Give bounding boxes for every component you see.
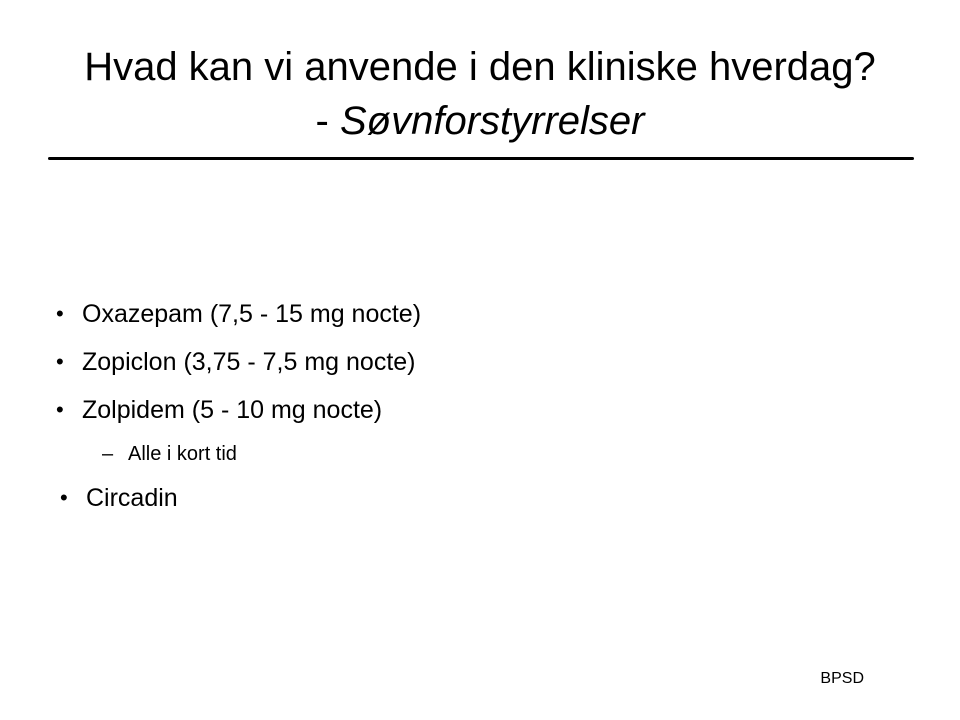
sub-bullet-text: Alle i kort tid <box>128 443 237 465</box>
title-subtitle: Søvnforstyrrelser <box>339 99 645 143</box>
dash-icon: – <box>102 443 114 465</box>
bullet-icon: • <box>56 301 64 326</box>
bullet-item-oxazepam <box>56 290 856 338</box>
title-line-1: Hvad kan vi anvende i den kliniske hverdag? <box>84 45 876 89</box>
bullet-item-zopiclon <box>56 338 856 386</box>
bullet-item-circadin <box>60 474 856 522</box>
bullet-text: Zopiclon (3,75 - 7,5 mg nocte) <box>82 348 416 376</box>
footer-tag: BPSD <box>820 670 864 687</box>
sub-bullet-item <box>56 434 856 474</box>
bullet-text: Oxazepam (7,5 - 15 mg nocte) <box>82 300 422 328</box>
title-dash: - <box>315 99 340 143</box>
bullet-icon: • <box>56 397 64 422</box>
bullet-text: Zolpidem (5 - 10 mg nocte) <box>82 396 383 424</box>
bullet-icon: • <box>56 349 64 374</box>
bullet-text: Circadin <box>86 484 178 512</box>
slide-title <box>40 40 920 148</box>
bullet-list <box>56 290 856 522</box>
title-line-2 <box>40 94 920 148</box>
bullet-item-zolpidem <box>56 386 856 434</box>
title-underline <box>48 157 914 160</box>
bullet-icon: • <box>60 485 68 510</box>
